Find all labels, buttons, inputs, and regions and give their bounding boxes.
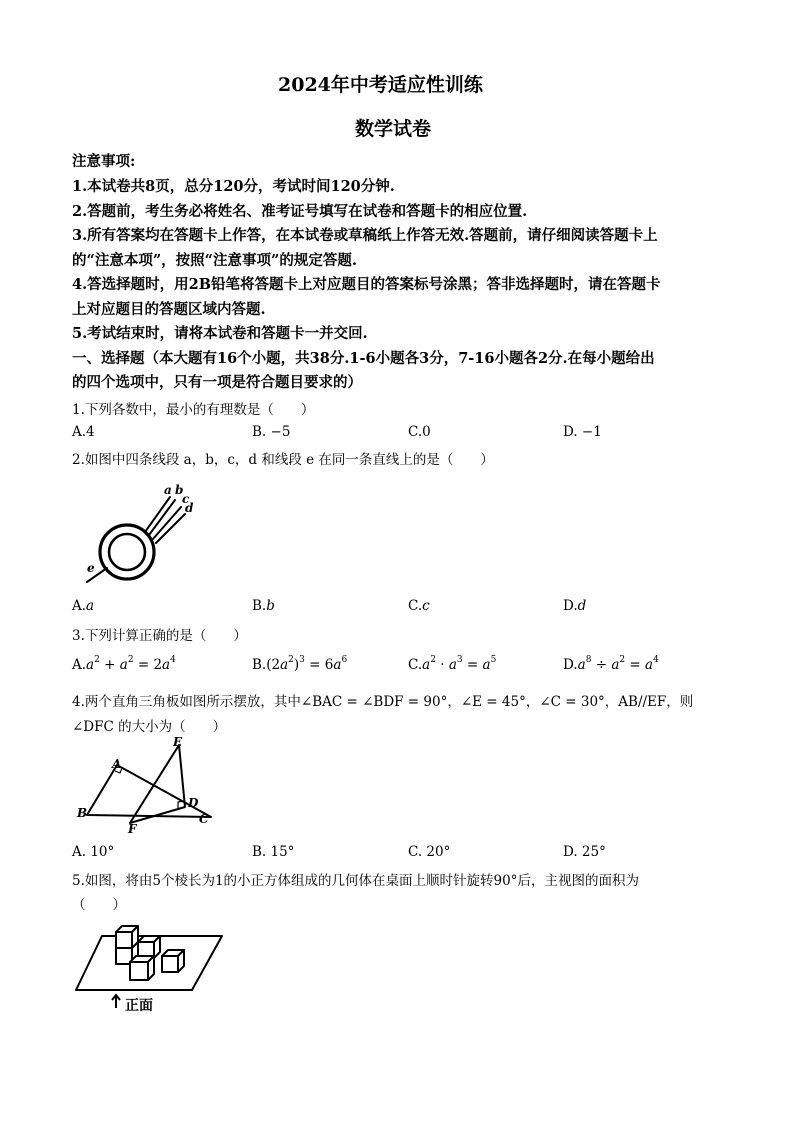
q2-option-b: B.b (252, 598, 275, 614)
question-3-stem: 3.下列计算正确的是（ ） (72, 628, 247, 644)
q5-cube-front-front (130, 962, 148, 980)
notice-item-1: 1.本试卷共8页，总分120分，考试时间120分钟. (72, 178, 395, 195)
q2-label-d: d (185, 501, 194, 515)
q2-label-c: c (182, 492, 190, 506)
q1-option-d: D. −1 (563, 424, 602, 440)
notice-item-3: 3.所有答案均在答题卡上作答，在本试卷或草稿纸上作答无效.答题前，请仔细阅读答题卡上 (72, 227, 658, 244)
section-heading-cont: 的四个选项中，只有一项是符合题目要求的） (72, 374, 362, 391)
q1-option-a: A.4 (72, 424, 95, 440)
q2-label-a: a (164, 483, 172, 497)
q5-rotation-arrow-icon (112, 995, 120, 1008)
q2-option-a: A.a (72, 598, 95, 614)
q4-option-a: A. 10° (72, 844, 115, 860)
q4-label-d: D (188, 796, 199, 810)
q3-option-c: $C.a^2 \cdot a^3 = a^5$ (408, 655, 497, 673)
q5-figure-cubes (72, 918, 232, 1018)
notice-item-3-cont: 的“注意本项”，按照“注意事项”的规定答题. (72, 252, 357, 269)
q4-label-a: A (112, 757, 122, 771)
notice-item-4-cont: 上对应题目的答题区域内答题. (72, 301, 266, 318)
q4-option-d: D. 25° (563, 844, 606, 860)
q2-option-c: C.c (408, 598, 430, 614)
q5-cube-top-front (116, 932, 132, 948)
q2-label-e: e (87, 561, 95, 575)
question-2-stem: 2.如图中四条线段 a，b，c，d 和线段 e 在同一条直线上的是（ ） (72, 452, 494, 468)
q2-option-d: D.d (563, 598, 587, 614)
q2-segment-a (145, 497, 170, 532)
q4-label-b: B (77, 806, 88, 820)
question-5-stem: 5.如图，将由5个棱长为1的小正方体组成的几何体在桌面上顺时针旋转90°后，主视图的面积为 (72, 873, 639, 889)
section-heading: 一、选择题（本大题有16个小题，共38分.1-6小题各3分，7-16小题各2分.在每小题给出 (72, 350, 655, 367)
question-4-stem: 4.两个直角三角板如图所示摆放，其中∠BAC = ∠BDF = 90°，∠E = 45°，∠C = 30°，AB//EF，则 (72, 694, 694, 710)
notice-item-4: 4.答选择题时，用2B铅笔将答题卡上对应题目的答案标号涂黑；答非选择题时，请在答题卡 (72, 276, 661, 293)
question-1-stem: 1.下列各数中，最小的有理数是（ ） (72, 402, 315, 418)
question-4-stem-cont: ∠DFC 的大小为（ ） (72, 719, 227, 735)
q5-front-label: 正面 (125, 998, 153, 1014)
notice-item-5: 5.考试结束时，请将本试卷和答题卡一并交回. (72, 325, 368, 342)
q3-option-b: $B.(2a^2)^3 = 6a^6$ (252, 655, 348, 673)
q2-inner-ring (109, 534, 145, 570)
q2-label-b: b (175, 483, 184, 497)
notice-item-2: 2.答题前，考生务必将姓名、准考证号填写在试卷和答题卡的相应位置. (72, 203, 528, 220)
q4-option-b: B. 15° (252, 844, 295, 860)
q3-option-d: $D.a^8 \div a^2 = a^4$ (563, 655, 659, 673)
q1-option-c: C.0 (408, 424, 431, 440)
q4-figure-triangles (75, 735, 225, 835)
q4-triangle-efd (130, 745, 185, 823)
q4-label-c: C (199, 812, 209, 826)
notice-heading: 注意事项: (72, 153, 136, 170)
q4-label-f: F (128, 822, 137, 836)
question-5-stem-cont: （ ） (72, 897, 126, 913)
q2-figure-ring-lines (75, 480, 205, 590)
page-subtitle: 数学试卷 (355, 118, 432, 140)
page-title: 2024年中考适应性训练 (278, 74, 483, 96)
q5-cube-right-front (162, 956, 178, 972)
q3-option-a: $A.a^2 + a^2 = 2a^4$ (72, 655, 176, 673)
q1-option-b: B. −5 (252, 424, 291, 440)
q4-option-c: C. 20° (408, 844, 451, 860)
q4-label-e: E (173, 735, 183, 749)
